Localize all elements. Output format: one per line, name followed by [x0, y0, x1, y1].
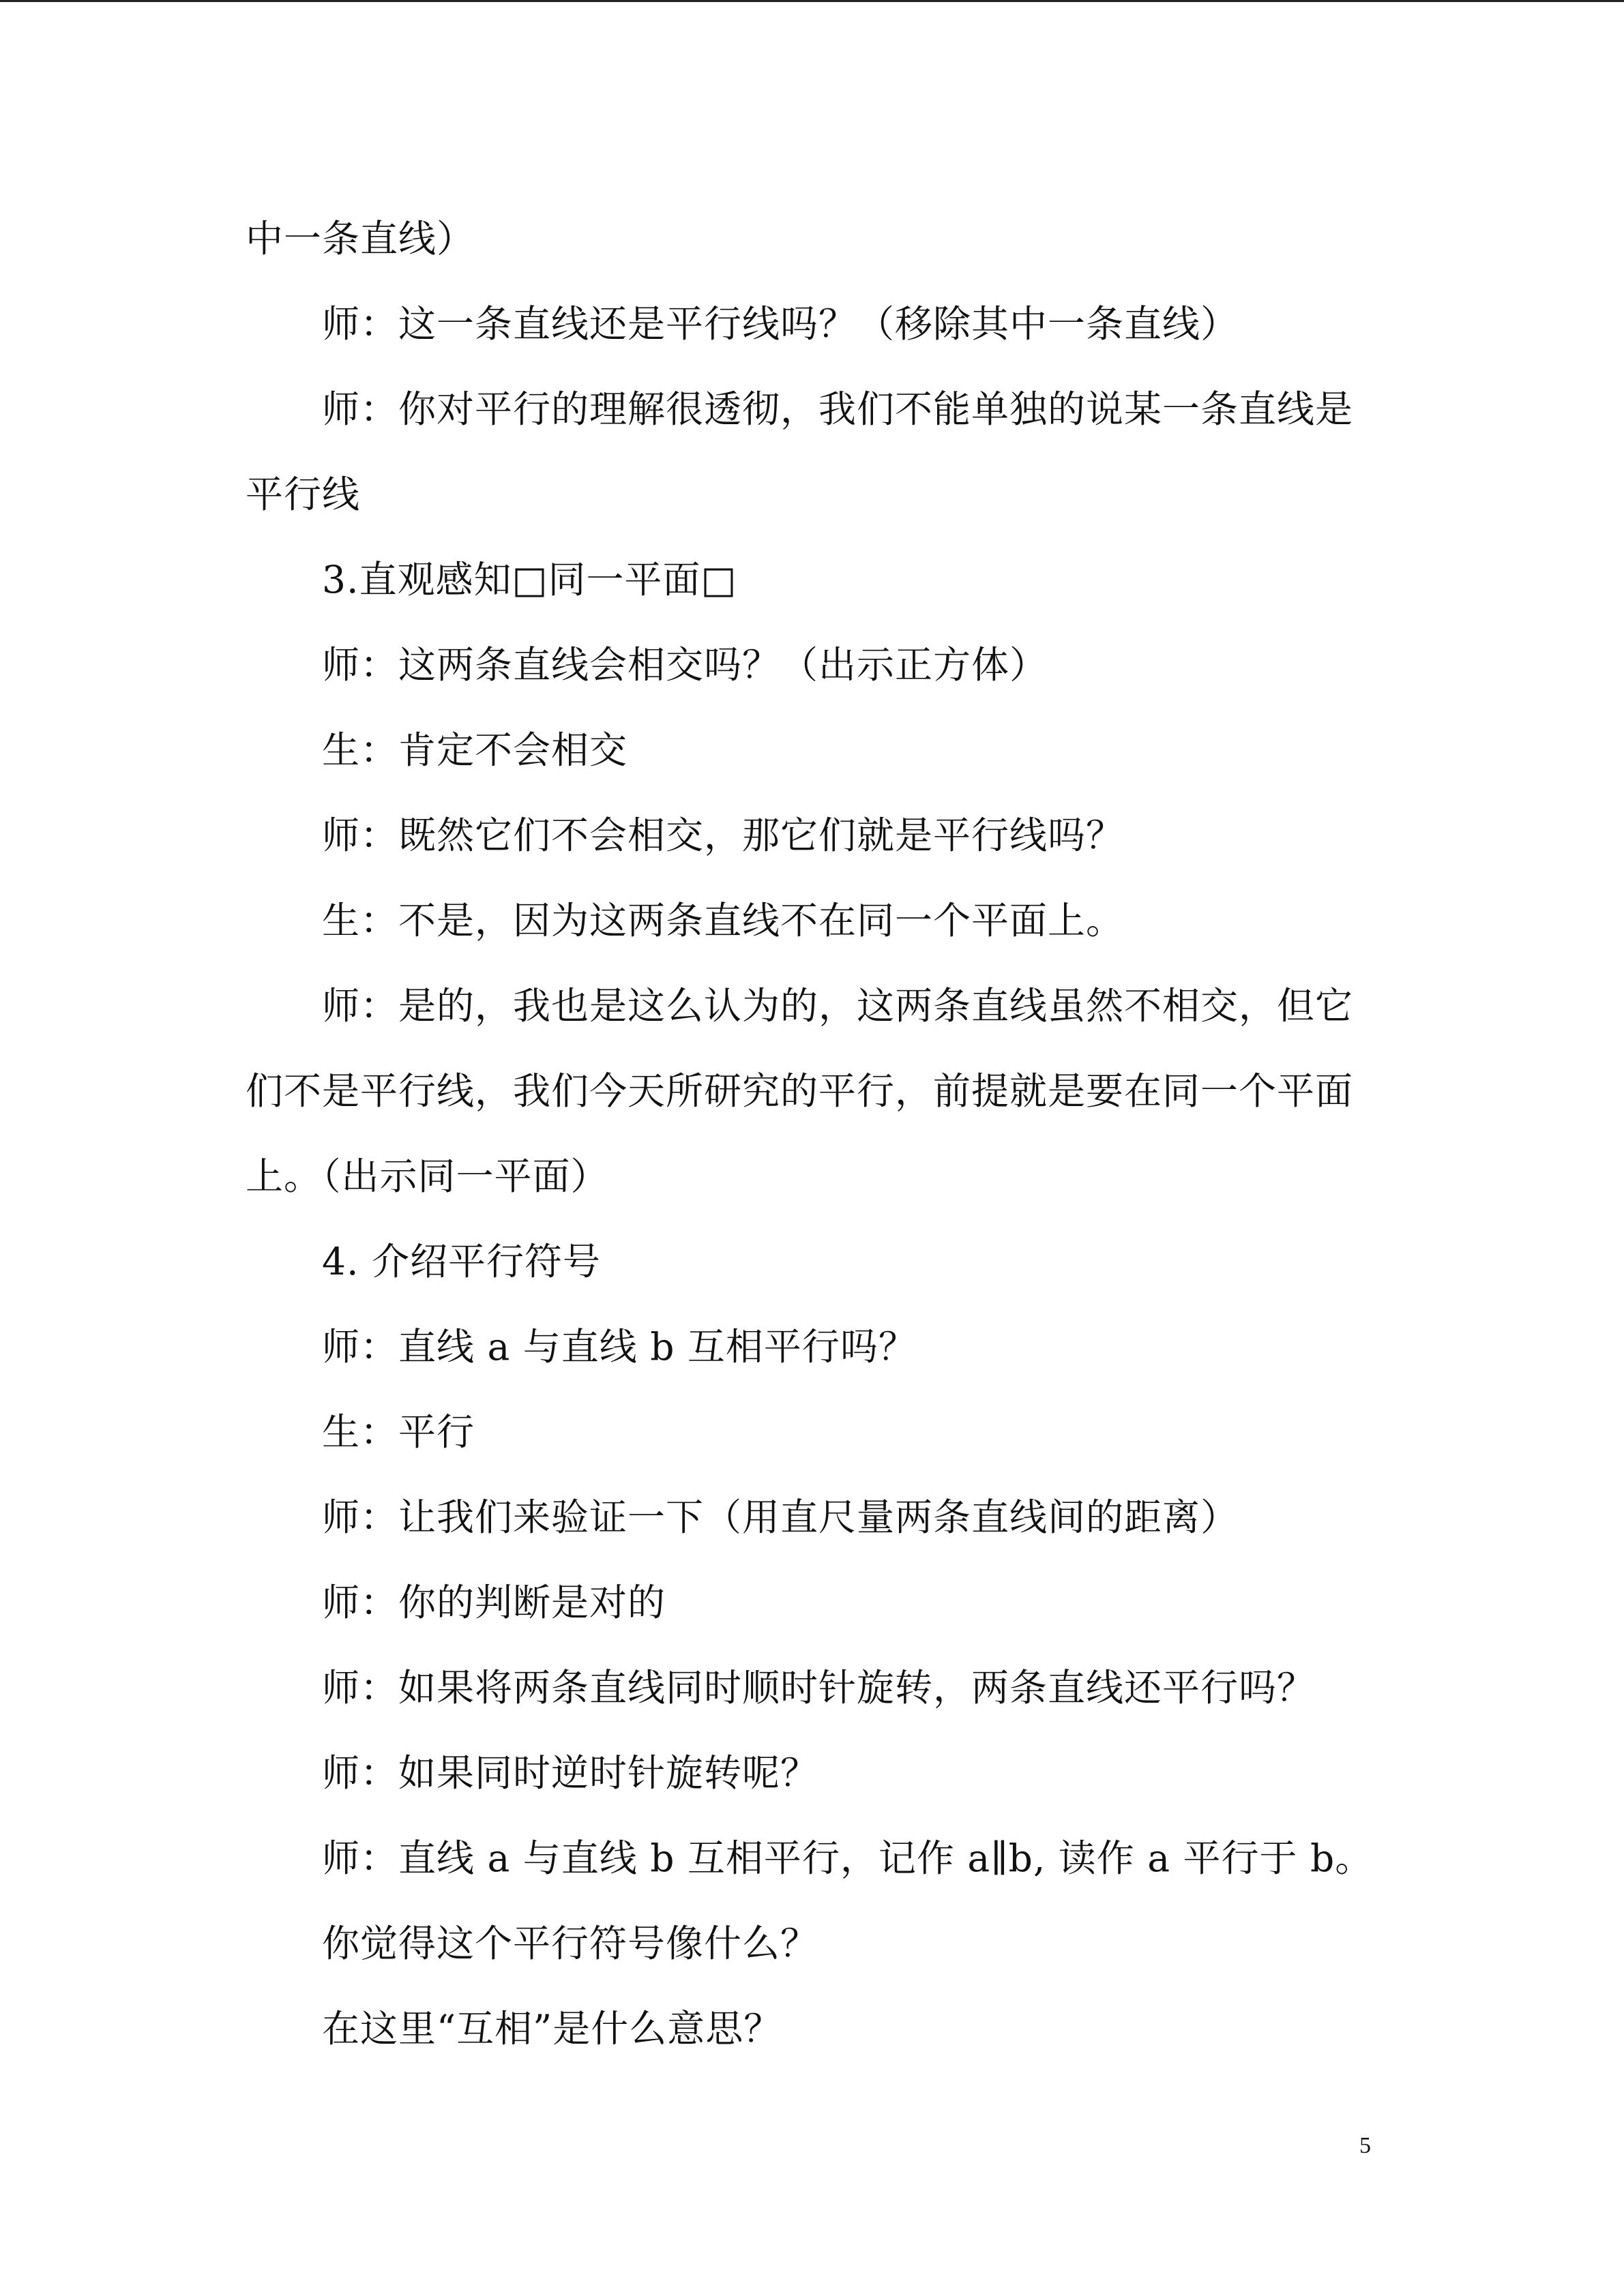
text-line: 师：这两条直线会相交吗？（出示正方体） — [322, 643, 1048, 687]
section-heading: 4. 介绍平行符号 — [322, 1240, 601, 1283]
text-line: 生：平行 — [322, 1410, 475, 1454]
text-line: 中一条直线） — [246, 217, 475, 260]
text-line: 在这里“互相”是什么意思？ — [322, 2007, 782, 2051]
text-line: 师：如果将两条直线同时顺时针旋转，两条直线还平行吗？ — [322, 1666, 1316, 1710]
text-line: 生：不是，因为这两条直线不在同一个平面上。 — [322, 899, 1125, 942]
section-heading: 3.直观感知□同一平面□ — [322, 558, 737, 601]
document-body — [246, 208, 1374, 2083]
text-line: 师：直线 a 与直线 b 互相平行吗？ — [322, 1325, 917, 1369]
text-line: 师：这一条直线还是平行线吗？（移除其中一条直线） — [322, 302, 1239, 346]
page-number: 5 — [1359, 2133, 1371, 2158]
text-line: 师：是的，我也是这么认为的，这两条直线虽然不相交，但它 — [322, 984, 1354, 1028]
text-line: 生：肯定不会相交 — [322, 728, 628, 772]
text-line: 师：直线 a 与直线 b 互相平行，记作 a∥b, 读作 a 平行于 b。 — [322, 1836, 1374, 1880]
text-line: 你觉得这个平行符号像什么？ — [322, 1922, 819, 1965]
text-line: 上。（出示同一平面） — [246, 1154, 609, 1198]
text-line: 师：你的判断是对的 — [322, 1581, 666, 1624]
text-line: 平行线 — [246, 473, 361, 516]
text-line: 师：既然它们不会相交，那它们就是平行线吗？ — [322, 814, 1125, 857]
text-line: 师：你对平行的理解很透彻，我们不能单独的说某一条直线是 — [322, 387, 1354, 431]
text-line: 师：如果同时逆时针旋转呢？ — [322, 1751, 819, 1795]
top-border-rule — [0, 0, 1624, 2]
text-line: 师：让我们来验证一下（用直尺量两条直线间的距离） — [322, 1495, 1239, 1539]
text-line: 们不是平行线，我们今天所研究的平行，前提就是要在同一个平面 — [246, 1069, 1354, 1113]
